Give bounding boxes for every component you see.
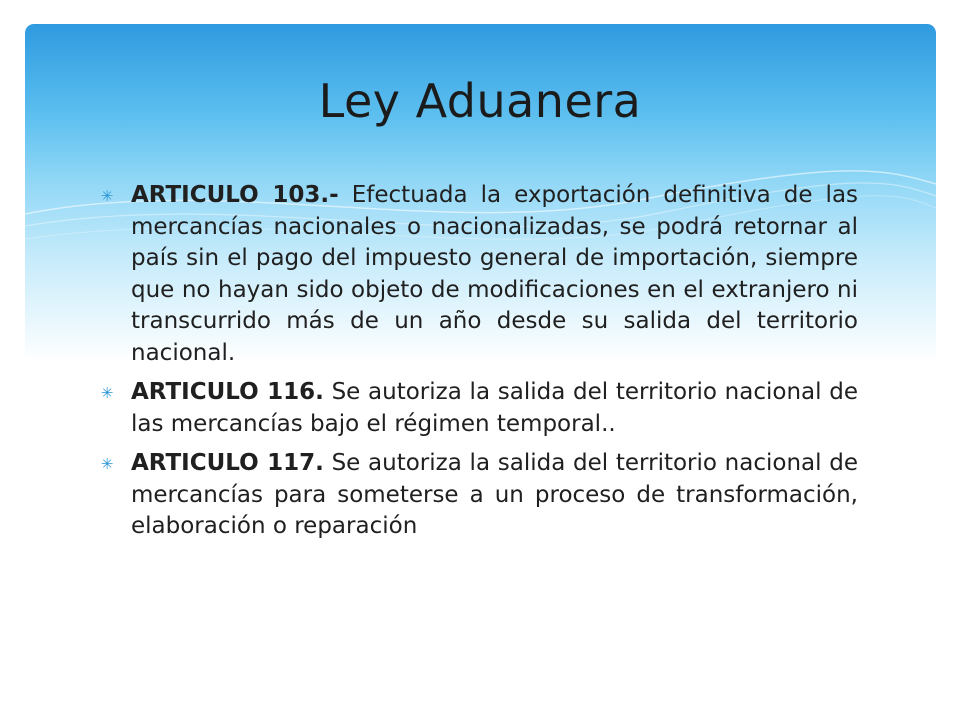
article-number: ARTICULO 117. [131,450,324,476]
article-text: Se autoriza la salida del territorio nacional de mercancías para someterse a un proceso de transformación, elaboración o reparación [131,450,859,539]
list-item-article-103 [100,180,858,369]
article-number: ARTICULO 116. [131,379,324,405]
asterisk-bullet-icon: ✳ [100,454,114,473]
article-list [100,180,858,551]
article-text: Efectuada la exportación definitiva de las mercancías nacionales o nacionalizadas, se podrá retornar al país sin el pago del impuesto general de importación, siempre que no hayan sido objeto de modificaciones en el extranjero ni transcurrido más de un año desde su salida del territorio nacional. [131,182,859,366]
slide-title: Ley Aduanera [318,74,642,128]
asterisk-bullet-icon: ✳ [100,383,114,402]
article-text: Se autoriza la salida del territorio nacional de las mercancías bajo el régimen temporal.. [131,379,859,437]
article-number: ARTICULO 103.- [131,182,339,208]
list-item-article-117 [100,448,858,543]
asterisk-bullet-icon: ✳ [100,186,114,205]
list-item-article-116 [100,377,858,440]
